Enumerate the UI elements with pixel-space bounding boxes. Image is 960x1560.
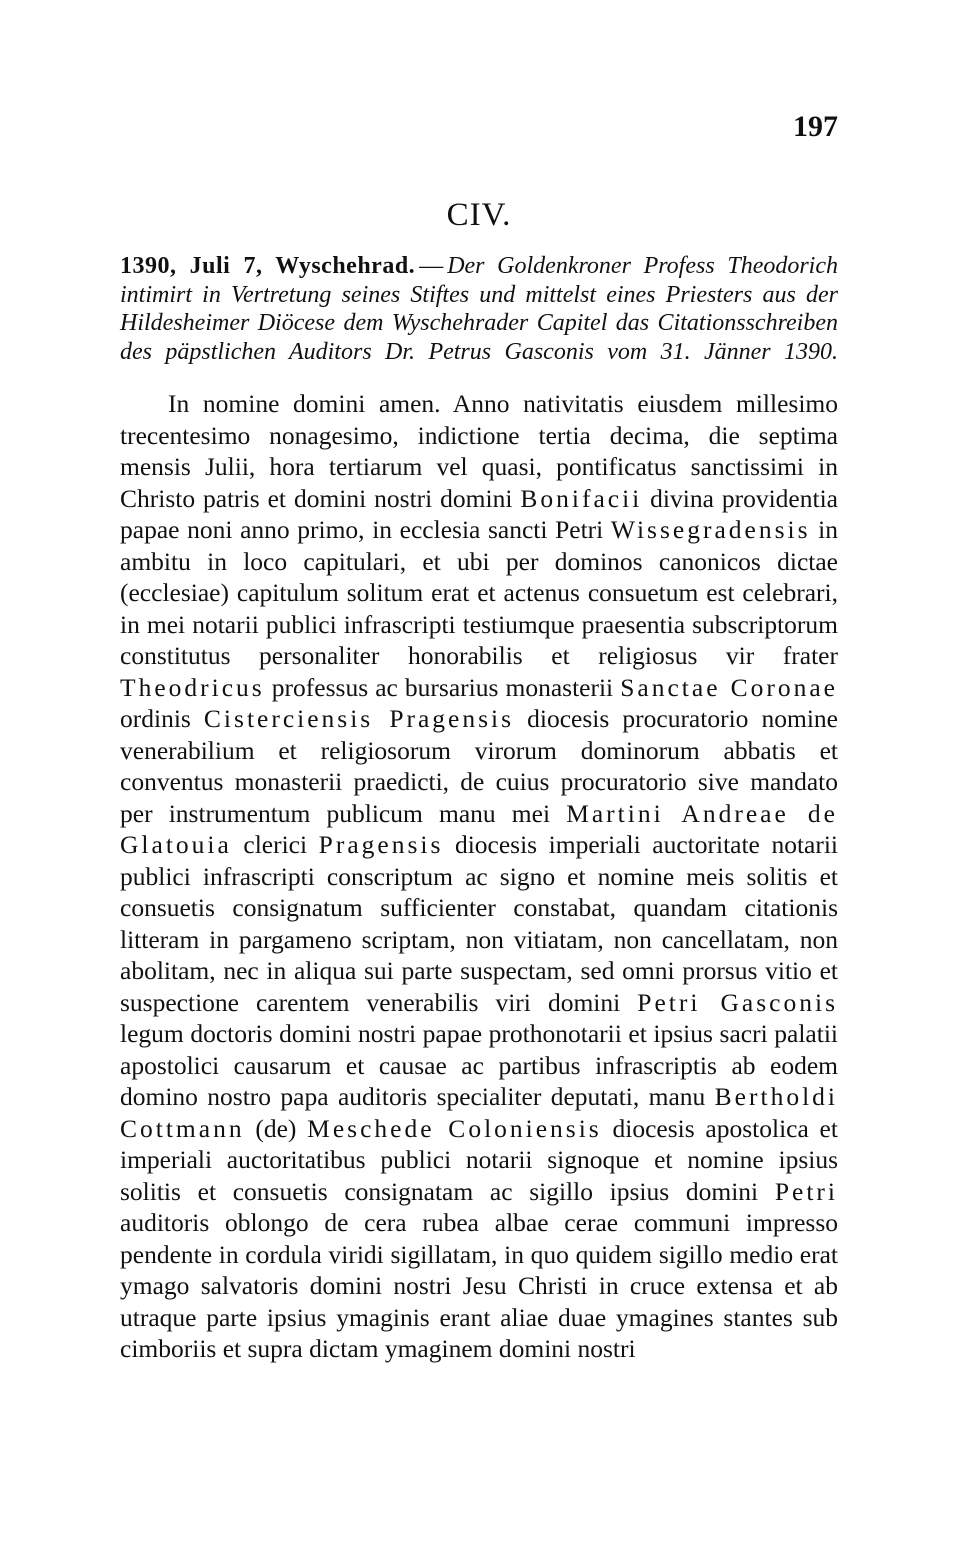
charter-text <box>120 388 838 1365</box>
text-segment: (de) <box>244 1113 308 1143</box>
text-segment: in ambitu in loco capitulari, et ubi per dominos canonicos dictae (ecclesiae) capitulum solitum erat et actenus consuetum est celebrari, in mei notarii publici infrascripti testiumque praesentia subscriptorum constitutus personaliter honorabilis et religiosus vir frater <box>120 515 838 670</box>
text-segment: clerici <box>231 830 319 859</box>
name-theodricus: Theodricus <box>120 672 265 702</box>
name-cisterciensis-pragensis: Cisterciensis Pragensis <box>203 704 515 733</box>
name-bertholdus-cottmann: Bertholdi Cottmann <box>120 1082 838 1143</box>
name-pragensis: Pragensis <box>318 830 444 859</box>
text-segment: divina providentia papae noni anno primo, in ecclesia sancti Petri <box>120 483 838 544</box>
text-segment: In nomine domini amen. Anno nativitatis eiusdem millesimo trecentesimo nonagesimo, indictione tertia decima, die septima mensis Julii, hora tertiarum vel quasi, pontificatus sanctissimi in Christo patris et domini nostri domini <box>120 389 838 513</box>
regest-summary: Der Goldenkroner Profess Theodorich intimirt in Vertretung seines Stiftes und mittelst eines Priesters aus der Hildesheimer Diöcese dem Wyschehrader Capitel das Citationsschreiben des päpstlichen Auditors Dr. Petrus Gasconis vom 31. Jänner 1390. <box>120 253 839 365</box>
text-segment: ordinis <box>120 704 204 733</box>
regest-dash: — <box>419 253 444 279</box>
text-segment: auditoris oblongo de cera rubea albae cerae communi impresso pendente in cordula viridi sigillatam, in quo quidem sigillo medio erat ymago salvatoris domini nostri Jesu Christi in cruce extensa et ab utraque parte ipsius ymaginis erant aliae duae ymagines stantes sub cimboriis et supra dictam ymaginem domini nostri <box>120 1208 838 1363</box>
text-segment: legum doctoris domini nostri papae prothonotarii et ipsius sacri palatii apostolici causarum et causae ac partibus infrascriptis ab eodem domino nostro papa auditoris specialiter deputati, manu <box>120 1019 838 1111</box>
page-number: 197 <box>793 110 838 143</box>
text-segment: diocesis apostolica et imperiali auctoritatibus publici notarii signoque et nomine ipsius solitis et consuetis consignatam ac sigillo ipsius domini <box>120 1113 838 1206</box>
name-sanctae-coronae: Sanctae Coronae <box>620 672 838 702</box>
text-segment: diocesis imperiali auctoritate notarii publici infrascripti conscriptum ac signo et nomine meis solitis et consuetis consignatum sufficienter constabat, quandam citationis litteram in pargameno scriptam, non vitiatam, non cancellatam, non abolitam, nec in aliqua sui parte suspectam, sed omni prorsus vitio et suspectione carentem venerabilis viri domini <box>120 830 839 1017</box>
name-bonifacius: Bonifacii <box>520 483 643 513</box>
regest-paragraph <box>120 252 838 366</box>
document-number: CIV. <box>446 197 512 233</box>
name-petrus: Petri <box>774 1176 838 1206</box>
text-segment: professus ac bursarius monasterii <box>264 672 621 702</box>
text-segment: diocesis procuratorio nomine venerabilium et religiosorum virorum dominorum abbatis et conventus monasterii praedicti, de cuius procuratorio sive mandato per instrumentum publicum manu mei <box>120 704 838 828</box>
name-martinus-andreae: Martini Andreae de Glatouia <box>120 798 838 859</box>
name-meschede-coloniensis: Meschede Coloniensis <box>307 1113 602 1143</box>
name-wissegradensis: Wissegradensis <box>610 515 811 544</box>
name-petrus-gasconis: Petri Gasconis <box>637 987 838 1017</box>
regest-date: 1390, Juli 7, Wyschehrad. <box>120 253 416 279</box>
